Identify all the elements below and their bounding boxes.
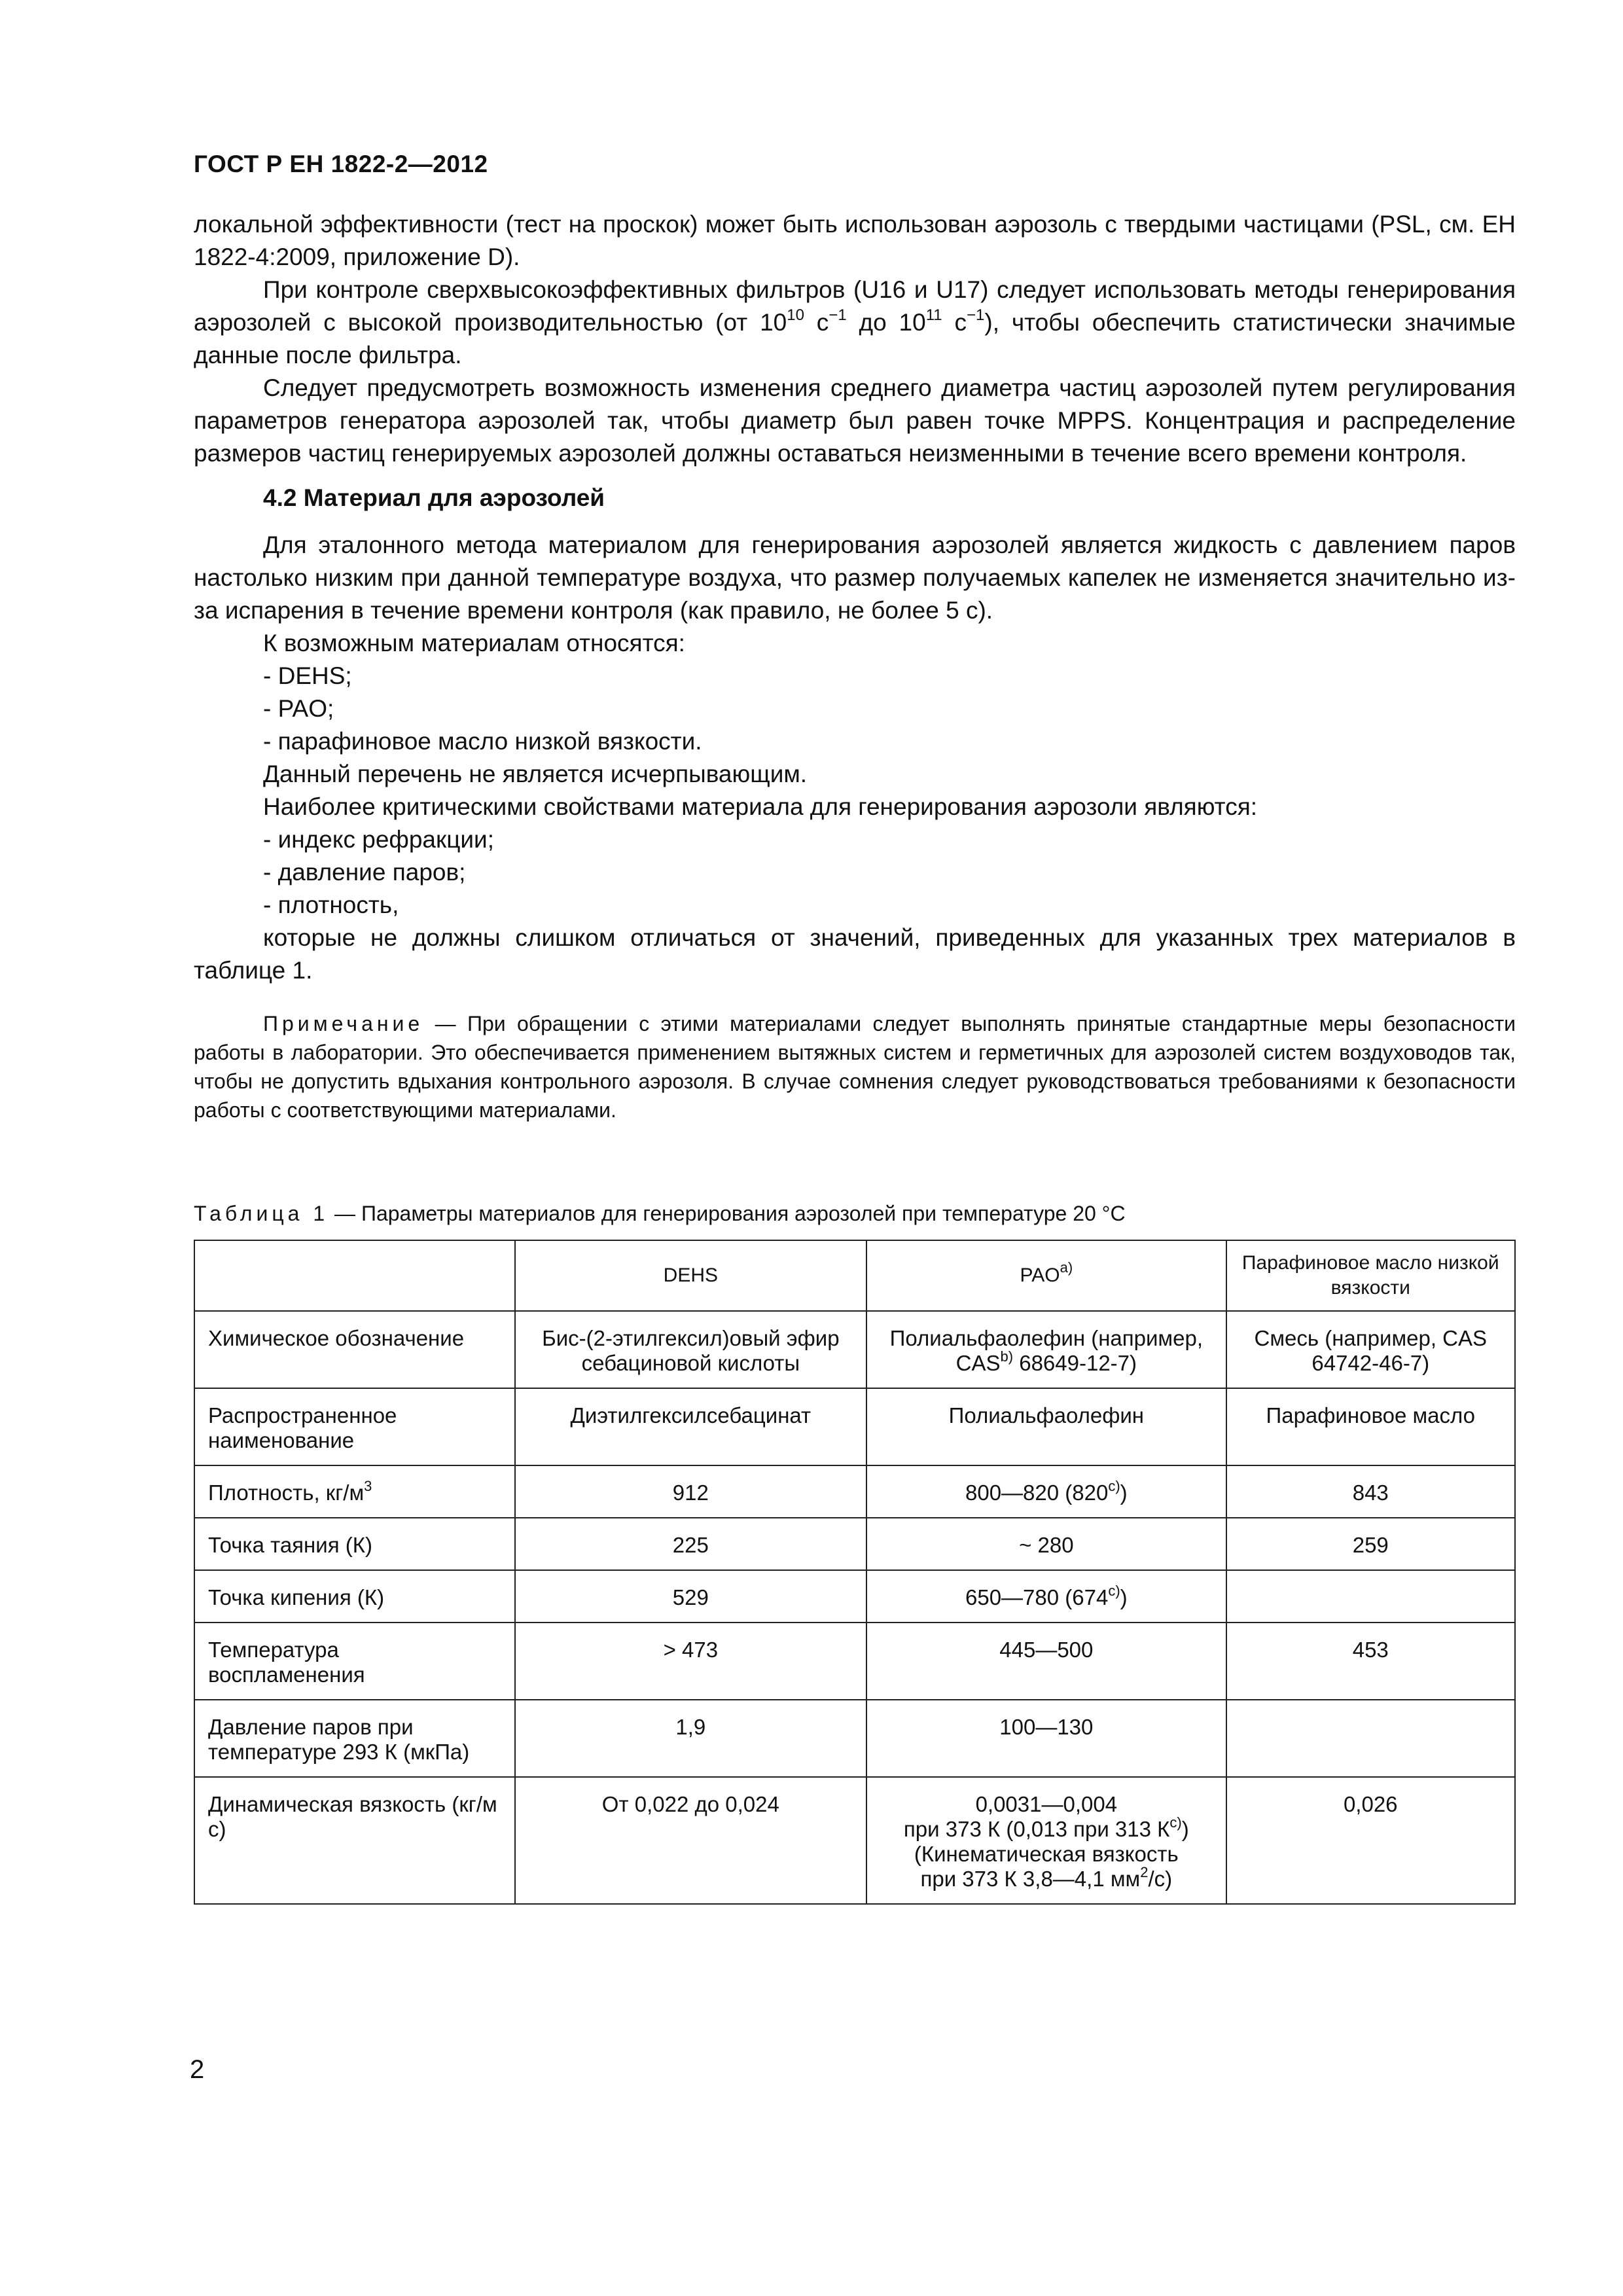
cell-dehs: 1,9 [515, 1700, 867, 1777]
table-header-dehs: DEHS [515, 1240, 867, 1311]
table-header-paraffin: Парафиновое масло низкой вязкости [1226, 1240, 1515, 1311]
cell-paraffin: 453 [1226, 1623, 1515, 1700]
cell-pao: 800—820 (820$^{c)}$) [866, 1465, 1226, 1518]
paragraph: которые не должны слишком отличаться от значений, приведенных для указанных трех материалов в таблице 1. [194, 924, 1516, 984]
table-header-row [194, 1240, 1515, 1311]
table-row [194, 1623, 1515, 1700]
note-label: Примечание [263, 1012, 424, 1035]
row-label: Динамическая вязкость (кг/м с) [194, 1777, 515, 1904]
cell-dehs: Диэтилгексилсебацинат [515, 1388, 867, 1465]
cell-paraffin: 843 [1226, 1465, 1515, 1518]
section-heading: 4.2 Материал для аэрозолей [263, 484, 605, 511]
table-row [194, 1700, 1515, 1777]
note-text: — При обращении с этими материалами следует выполнять принятые стандартные меры безопасности работы в лаборатории. Это обеспечивается применением вытяжных систем и герметичных для аэрозолей систем воздуховодов так, чтобы не допустить вдыхания контрольного аэрозоля. В случае сомнения следует руководствоваться требованиями к безопасности работы с соответствующими материалами. [194, 1012, 1516, 1122]
paragraph: Для эталонного метода материалом для генерирования аэрозолей является жидкость с давлением паров настолько низким при данной температуре воздуха, что размер получаемых капелек не изменяется значительно из-за испарения в течение времени контроля (как правило, не более 5 с). [194, 531, 1516, 624]
cell-dehs: От 0,022 до 0,024 [515, 1777, 867, 1904]
list-item: - индекс рефракции; [263, 826, 494, 853]
cell-dehs: 912 [515, 1465, 867, 1518]
document-code: ГОСТ Р ЕН 1822-2—2012 [194, 151, 488, 177]
cell-paraffin: Парафиновое масло [1226, 1388, 1515, 1465]
cell-dehs: > 473 [515, 1623, 867, 1700]
row-label: Плотность, $кг/м^3$ [194, 1465, 515, 1518]
list-item: - давление паров; [263, 859, 466, 886]
cell-pao: Полиальфаолефин [866, 1388, 1226, 1465]
table-row [194, 1777, 1515, 1904]
body-text [194, 208, 1516, 1124]
list-item: - парафиновое масло низкой вязкости. [263, 728, 702, 755]
cell-paraffin: 259 [1226, 1518, 1515, 1570]
cell-dehs: Бис-(2-этилгексил)овый эфир себациновой кислоты [515, 1311, 867, 1388]
parameters-table [194, 1240, 1516, 1905]
page-number: 2 [190, 2055, 205, 2084]
table-header-empty [194, 1240, 515, 1311]
paragraph: Наиболее критическими свойствами материала для генерирования аэрозоли являются: [263, 793, 1258, 820]
paragraph: К возможным материалам относятся: [263, 630, 685, 656]
list-item: - PAO; [263, 695, 334, 722]
list-item: - плотность, [263, 891, 399, 918]
table-caption: Таблица 1 — Параметры материалов для генерирования аэрозолей при температуре 20 °С [194, 1202, 1126, 1225]
cell-dehs: 225 [515, 1518, 867, 1570]
paragraph: Следует предусмотреть возможность изменения среднего диаметра частиц аэрозолей путем регулирования параметров генератора аэрозолей так, чтобы диаметр был равен точке MPPS. Концентрация и распределение размеров частиц генерируемых аэрозолей должны оставаться неизменными в течение всего времени контроля. [194, 374, 1516, 467]
cell-pao: 650—780 (674$^{c)}$) [866, 1570, 1226, 1623]
row-label: Химическое обозначение [194, 1311, 515, 1388]
cell-pao: 100—130 [866, 1700, 1226, 1777]
paragraph: Данный перечень не является исчерпывающим. [263, 761, 808, 787]
note [194, 1009, 1516, 1124]
row-label: Точка таяния (К) [194, 1518, 515, 1570]
row-label: Давление паров при температуре 293 К (мкПа) [194, 1700, 515, 1777]
cell-paraffin: 0,026 [1226, 1777, 1515, 1904]
cell-pao: ~ 280 [866, 1518, 1226, 1570]
paragraph: локальной эффективности (тест на проскок) может быть использован аэрозоль с твердыми частицами (PSL, см. ЕН 1822-4:2009, приложение D). [194, 211, 1516, 270]
cell-dehs: 529 [515, 1570, 867, 1623]
table-row [194, 1518, 1515, 1570]
cell-pao: 445—500 [866, 1623, 1226, 1700]
paragraph: При контроле сверхвысокоэффективных фильтров (U16 и U17) следует использовать методы генерирования аэрозолей с высокой производительностью (от $10^{10}$ $с^{-1}$ до $10^{11}$ $с^{-1}$), чтобы обеспечить статистически значимые данные после фильтра. [194, 276, 1516, 368]
list-item: - DEHS; [263, 662, 352, 689]
cell-paraffin [1226, 1570, 1515, 1623]
cell-paraffin: Смесь (например, CAS 64742-46-7) [1226, 1311, 1515, 1388]
table-row [194, 1570, 1515, 1623]
row-label: Температура воспламенения [194, 1623, 515, 1700]
cell-pao: 0,0031—0,004 при 373 К (0,013 при 313 $К^{c)}$) (Кинематическая вязкость при 373 К 3,8—4,1 $мм^2/с$) [866, 1777, 1226, 1904]
cell-paraffin [1226, 1700, 1515, 1777]
row-label: Распространенное наименование [194, 1388, 515, 1465]
table-row [194, 1465, 1515, 1518]
row-label: Точка кипения (К) [194, 1570, 515, 1623]
table-row [194, 1388, 1515, 1465]
table-header-pao: PAO$^{a)}$ [866, 1240, 1226, 1311]
cell-pao: Полиальфаолефин (например, CAS$^{b)}$ 68649-12-7) [866, 1311, 1226, 1388]
table-row [194, 1311, 1515, 1388]
